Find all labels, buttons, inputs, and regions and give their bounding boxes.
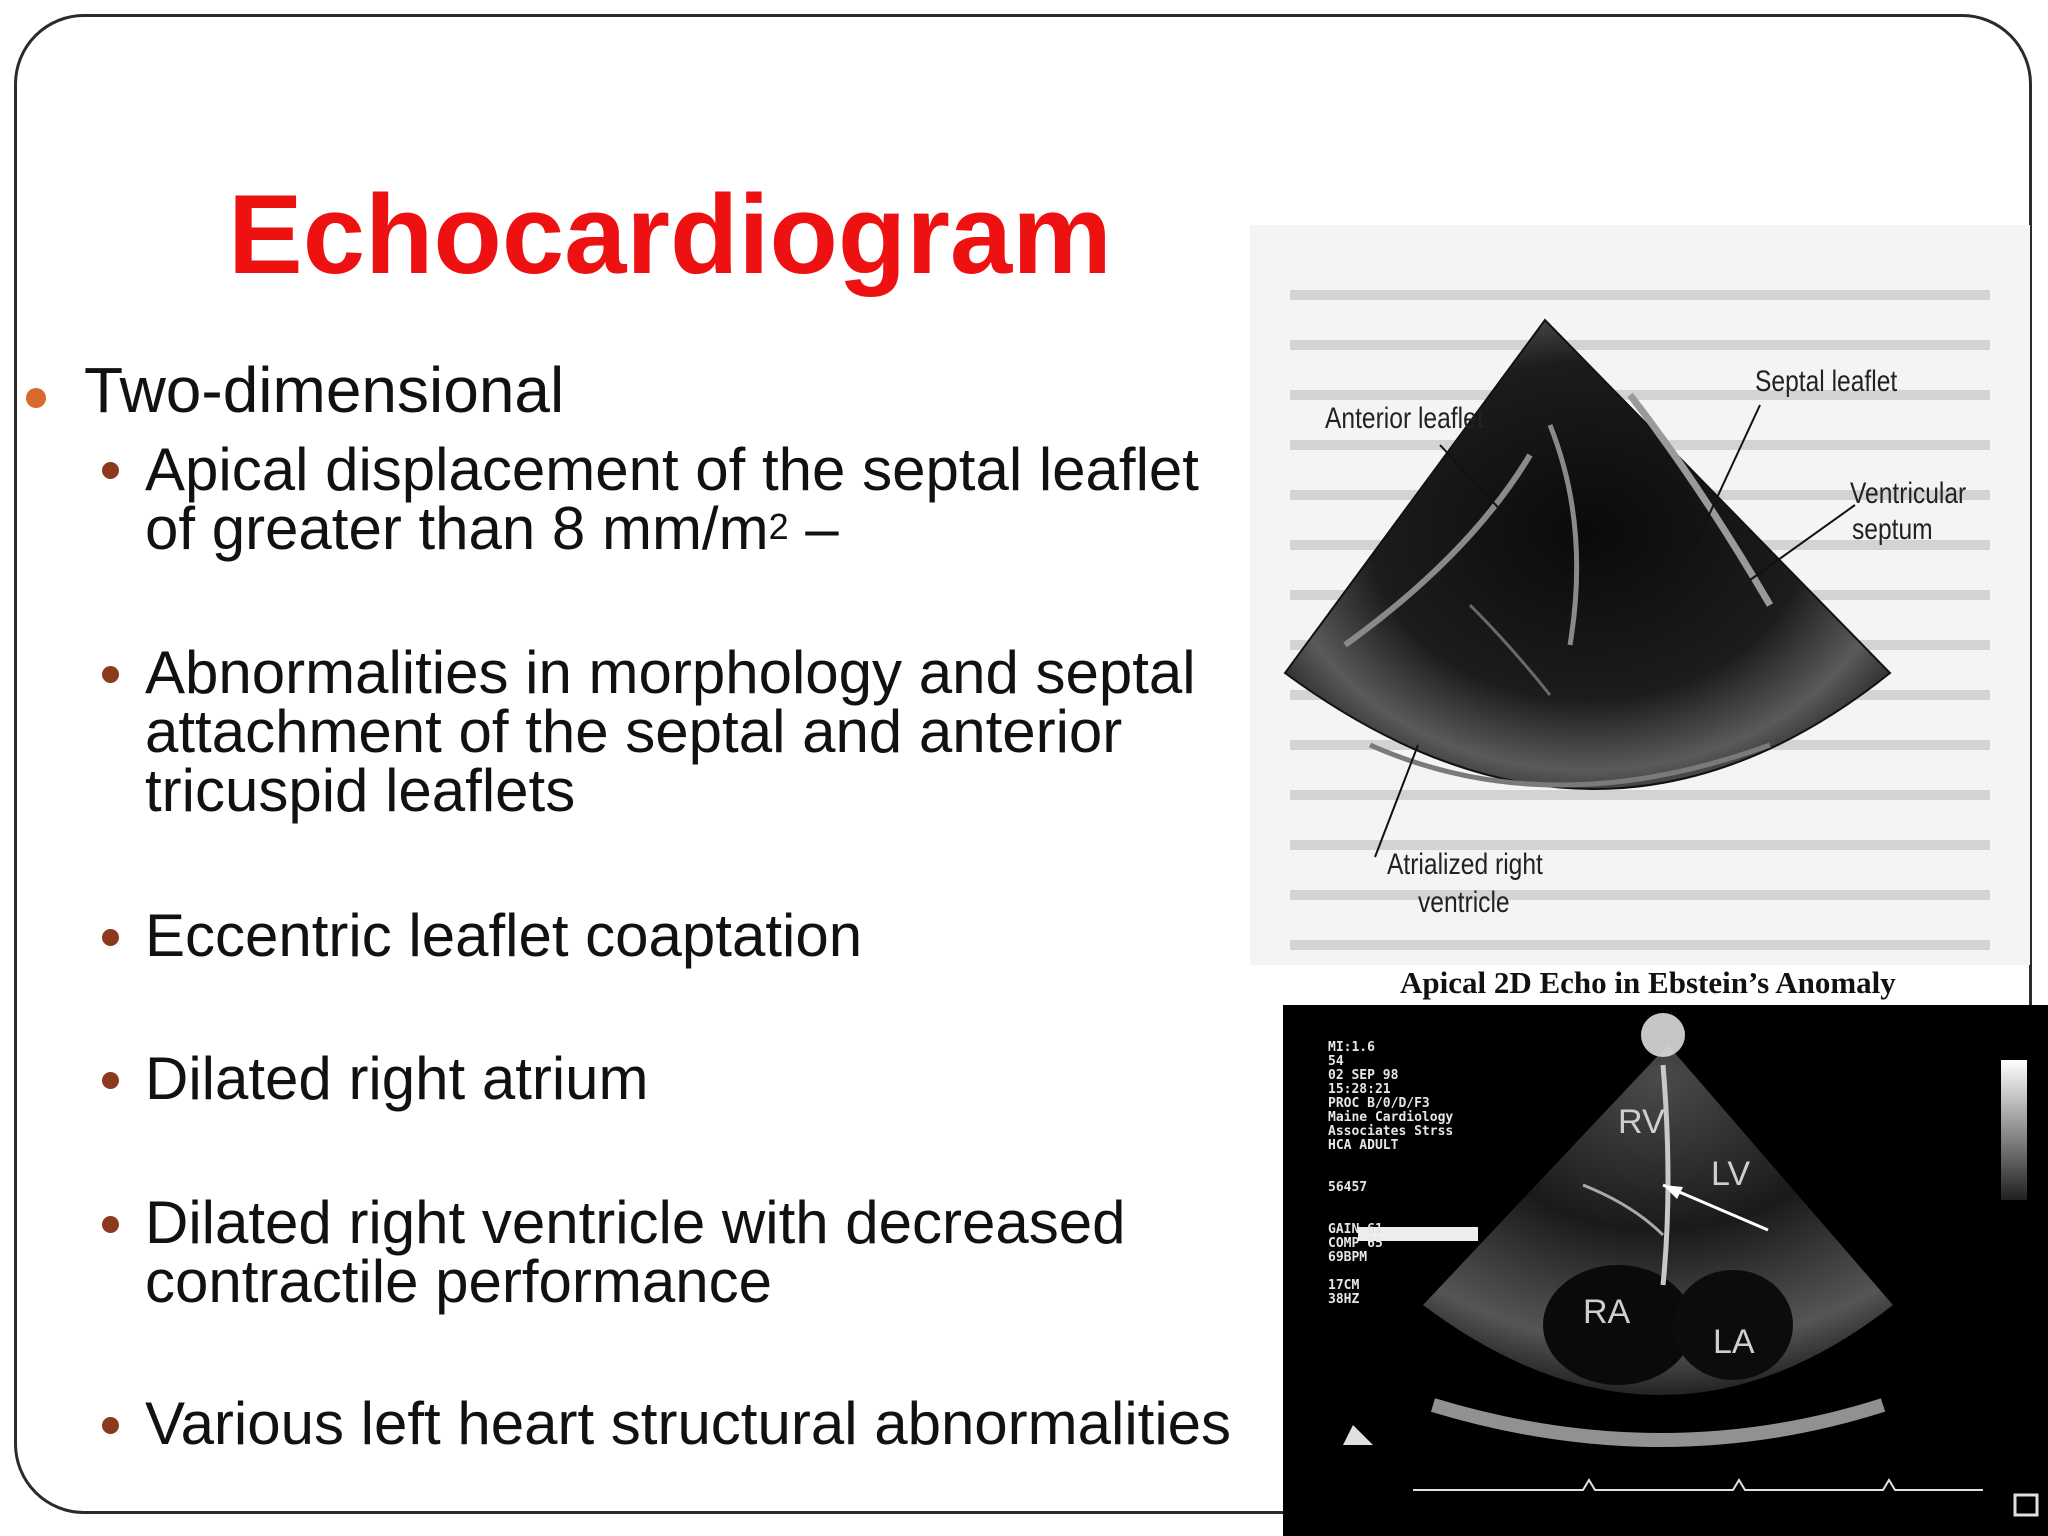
label-la: LA [1713, 1323, 1755, 1361]
bullet-marker [102, 929, 119, 946]
label-atrialized-right: Atrialized right [1387, 848, 1543, 881]
bullet-marker [102, 1216, 119, 1233]
bullet-two-dimensional: Two-dimensional [84, 354, 565, 426]
scanner-metadata: MI:1.6 54 02 SEP 98 15:28:21 PROC B/0/D/F3 Maine Cardiology Associates Strss HCA ADULT 56457 GAIN 61 COMP 65 69BPM 17CM 38HZ [1328, 1040, 1454, 1307]
echo-figure-apical [1283, 1005, 2048, 1536]
label-ventricular: Ventricular [1850, 477, 1967, 510]
bullet-marker [102, 666, 119, 683]
display-icon [2015, 1495, 2037, 1515]
label-ventricle: ventricle [1418, 886, 1510, 919]
grayscale-bar [2001, 1060, 2027, 1200]
echo-figure-annotated [1250, 225, 2030, 965]
bullet-marker [102, 1072, 119, 1089]
probe-orientation-icon [1343, 1425, 1373, 1445]
bullet-marker [26, 388, 46, 408]
bullet-marker [102, 1417, 119, 1434]
label-lv: LV [1711, 1155, 1751, 1193]
label-septal-leaflet: Septal leaflet [1755, 365, 1898, 398]
bullet-text: tricuspid leaflets [145, 757, 576, 824]
bullet-text: Eccentric leaflet coaptation [145, 902, 863, 969]
bullet-item-1 [145, 436, 1285, 562]
slide-title: Echocardiogram [228, 172, 1112, 297]
echo-sector-image [1250, 225, 2030, 965]
ecg-trace [1413, 1480, 1983, 1490]
label-rv: RV [1618, 1103, 1665, 1141]
bullet-text: Various left heart structural abnormalities [145, 1390, 1232, 1457]
bullet-text: – [788, 495, 839, 562]
bullet-text: attachment of the septal and anterior [145, 698, 1123, 765]
bullet-text: Dilated right atrium [145, 1045, 649, 1112]
figure2-caption: Apical 2D Echo in Ebstein’s Anomaly [1400, 965, 1896, 1000]
bullet-item-4 [145, 1045, 1285, 1112]
bullet-text: contractile performance [145, 1248, 772, 1315]
bullet-text: Apical displacement of the septal leaflet [145, 436, 1199, 503]
bullet-item-6 [145, 1390, 1285, 1457]
label-ra: RA [1583, 1293, 1631, 1331]
bullet-item-5 [145, 1189, 1285, 1315]
bullet-item-3 [145, 902, 1285, 969]
bullet-text: Abnormalities in morphology and septal [145, 639, 1196, 706]
bullet-text: of greater than 8 mm/m [145, 495, 769, 562]
superscript: 2 [768, 506, 789, 547]
label-septum: septum [1852, 513, 1933, 546]
bullet-text: Dilated right ventricle with decreased [145, 1189, 1126, 1256]
bullet-marker [102, 462, 119, 479]
bullet-item-2 [145, 639, 1285, 824]
label-anterior-leaflet: Anterior leaflet [1325, 402, 1484, 435]
